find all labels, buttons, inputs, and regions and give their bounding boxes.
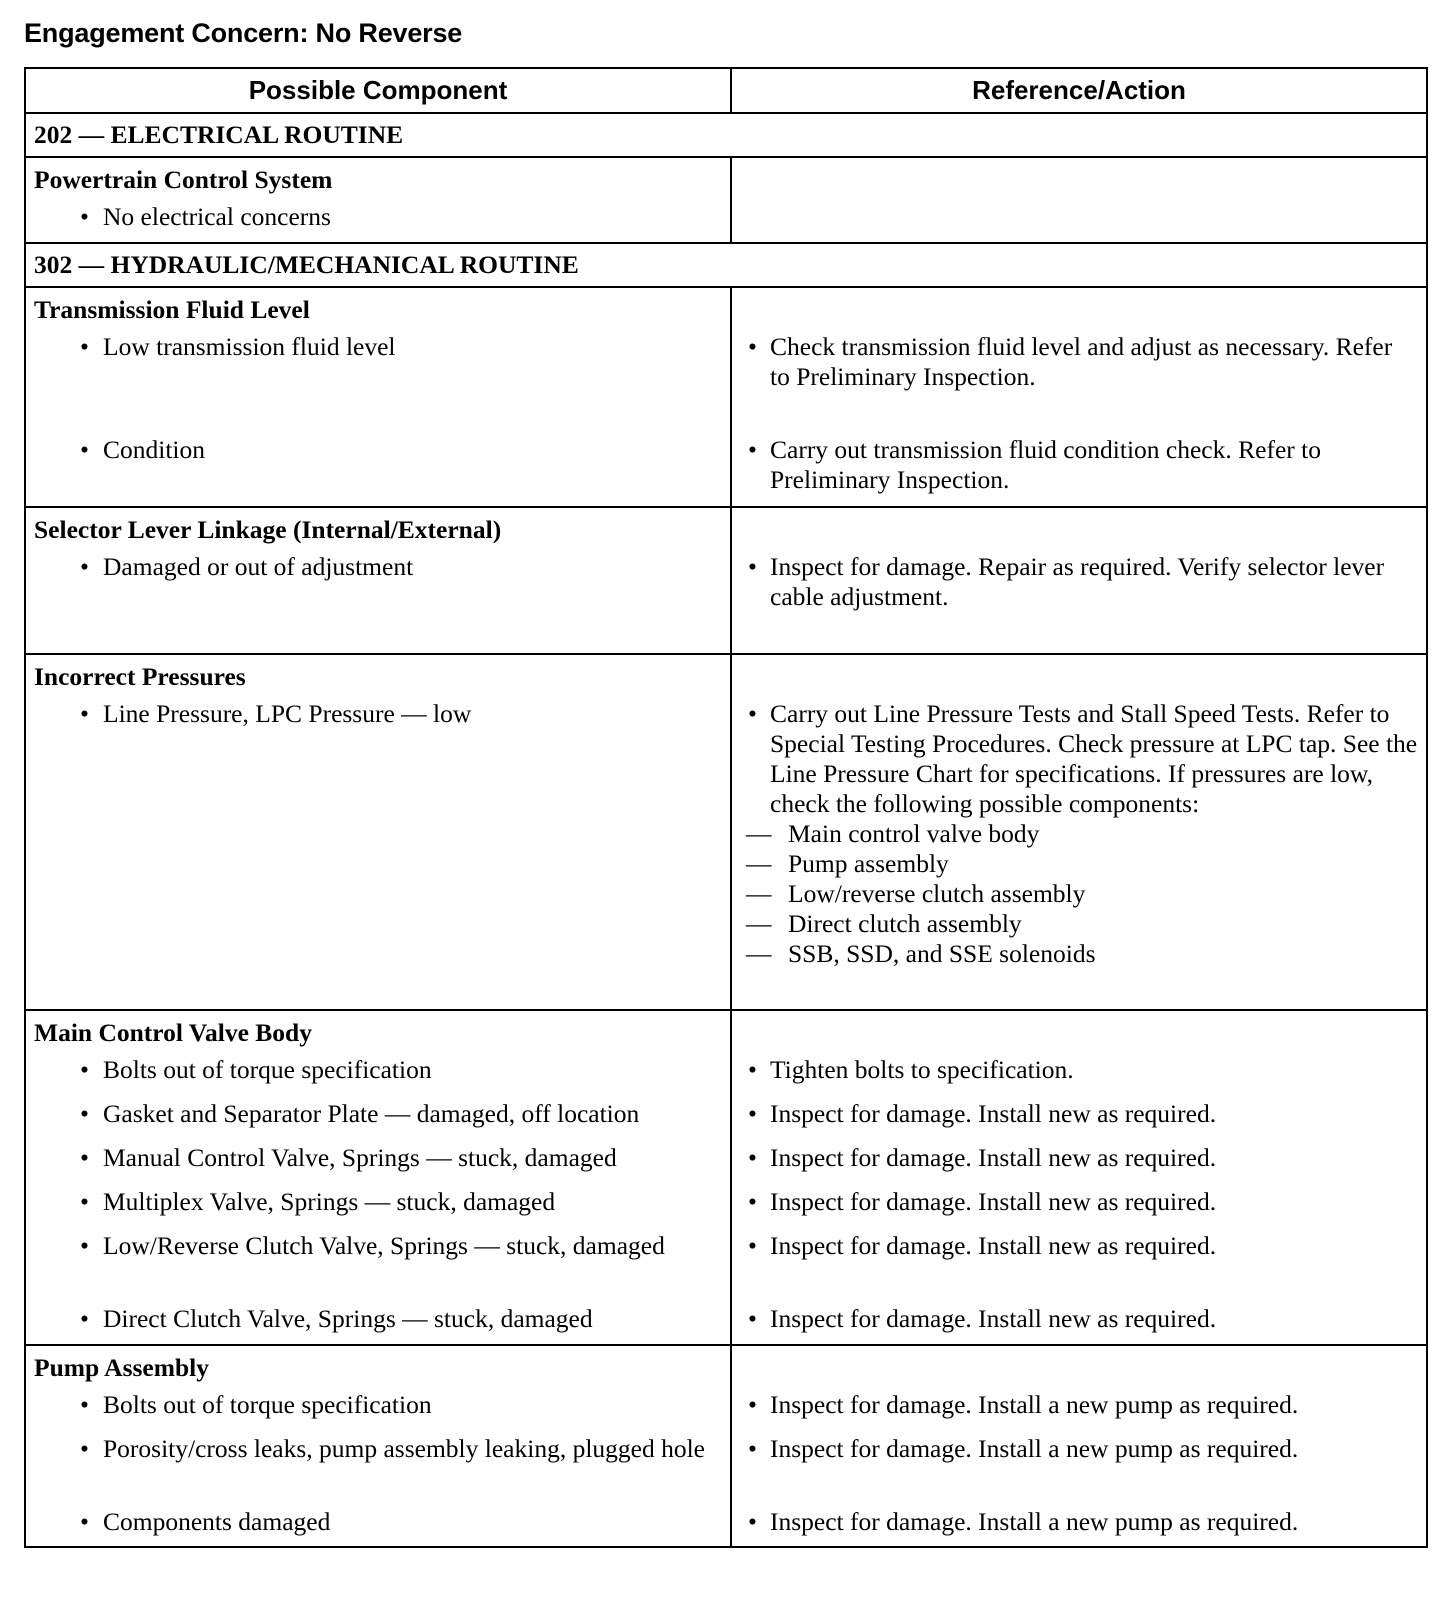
list-item: • Inspect for damage. Install new as required.	[748, 1099, 1217, 1128]
table-row	[25, 287, 1427, 507]
list-item: • Inspect for damage. Install new as required.	[748, 1231, 1217, 1260]
column-header-action: Reference/Action	[731, 68, 1427, 113]
action-cell	[731, 1010, 1427, 1345]
table-row	[25, 1345, 1427, 1547]
list-item: • Low/Reverse Clutch Valve, Springs — stuck, damaged	[80, 1231, 665, 1260]
group-title: Pump Assembly	[34, 1353, 209, 1382]
group-title: Selector Lever Linkage (Internal/External)	[34, 515, 502, 544]
action-cell	[731, 287, 1427, 507]
column-header-component: Possible Component	[25, 68, 731, 113]
list-item: • Inspect for damage. Install new as required.	[748, 1187, 1217, 1216]
component-cell	[25, 157, 731, 243]
action-cell	[731, 157, 1427, 243]
list-item: • Tighten bolts to specification.	[748, 1055, 1074, 1084]
list-item: • Manual Control Valve, Springs — stuck, damaged	[80, 1143, 617, 1172]
sub-item: — Main control valve body	[746, 819, 1040, 848]
action-cell	[731, 507, 1427, 654]
list-item: • Bolts out of torque specification	[80, 1390, 432, 1419]
diagnostic-table	[24, 67, 1428, 1548]
group-title: Incorrect Pressures	[34, 662, 246, 691]
section-title: 202 — ELECTRICAL ROUTINE	[25, 113, 1427, 157]
list-item: • No electrical concerns	[80, 202, 331, 231]
component-cell	[25, 507, 731, 654]
action-cell	[731, 654, 1427, 1010]
sub-item: — SSB, SSD, and SSE solenoids	[746, 939, 1096, 968]
component-cell	[25, 1345, 731, 1547]
table-row	[25, 157, 1427, 243]
sub-item: — Direct clutch assembly	[746, 909, 1022, 938]
list-item: • Inspect for damage. Install a new pump as required.	[748, 1390, 1299, 1419]
list-item: • Check transmission fluid level and adjust as necessary. Refer to Preliminary Inspection.	[748, 332, 1393, 391]
list-item: • Inspect for damage. Repair as required. Verify selector lever cable adjustment.	[748, 552, 1385, 611]
list-item: • Inspect for damage. Install new as required.	[748, 1143, 1217, 1172]
list-item: • Line Pressure, LPC Pressure — low	[80, 699, 472, 728]
component-cell	[25, 654, 731, 1010]
table-header-row	[25, 68, 1427, 113]
list-item: • Inspect for damage. Install a new pump as required.	[748, 1507, 1299, 1536]
sub-item: — Pump assembly	[746, 849, 949, 878]
section-row	[25, 113, 1427, 157]
table-row	[25, 654, 1427, 1010]
sub-item: — Low/reverse clutch assembly	[746, 879, 1086, 908]
list-item: • Inspect for damage. Install new as required.	[748, 1304, 1217, 1333]
list-item: • Low transmission fluid level	[80, 332, 396, 361]
list-item: • Carry out transmission fluid condition check. Refer to Preliminary Inspection.	[748, 435, 1321, 494]
table-row	[25, 507, 1427, 654]
list-item: • Carry out Line Pressure Tests and Stall Speed Tests. Refer to Special Testing Procedures. Check pressure at LPC tap. See the Line Pressure Chart for specifications. If pressures are low, check the following possible components:	[748, 699, 1418, 818]
component-cell	[25, 1010, 731, 1345]
page-title: Engagement Concern: No Reverse	[24, 18, 463, 48]
list-item: • Components damaged	[80, 1507, 331, 1536]
table-row	[25, 1010, 1427, 1345]
group-title: Main Control Valve Body	[34, 1018, 312, 1047]
group-title: Transmission Fluid Level	[34, 295, 310, 324]
action-cell	[731, 1345, 1427, 1547]
section-title: 302 — HYDRAULIC/MECHANICAL ROUTINE	[25, 243, 1427, 287]
list-item: • Direct Clutch Valve, Springs — stuck, damaged	[80, 1304, 593, 1333]
group-title: Powertrain Control System	[34, 165, 333, 194]
list-item: • Condition	[80, 435, 206, 464]
list-item: • Damaged or out of adjustment	[80, 552, 414, 581]
component-cell	[25, 287, 731, 507]
list-item: • Bolts out of torque specification	[80, 1055, 432, 1084]
list-item: • Multiplex Valve, Springs — stuck, damaged	[80, 1187, 556, 1216]
list-item: • Porosity/cross leaks, pump assembly leaking, plugged hole	[80, 1434, 706, 1463]
list-item: • Gasket and Separator Plate — damaged, off location	[80, 1099, 640, 1128]
list-item: • Inspect for damage. Install a new pump as required.	[748, 1434, 1299, 1463]
section-row	[25, 243, 1427, 287]
